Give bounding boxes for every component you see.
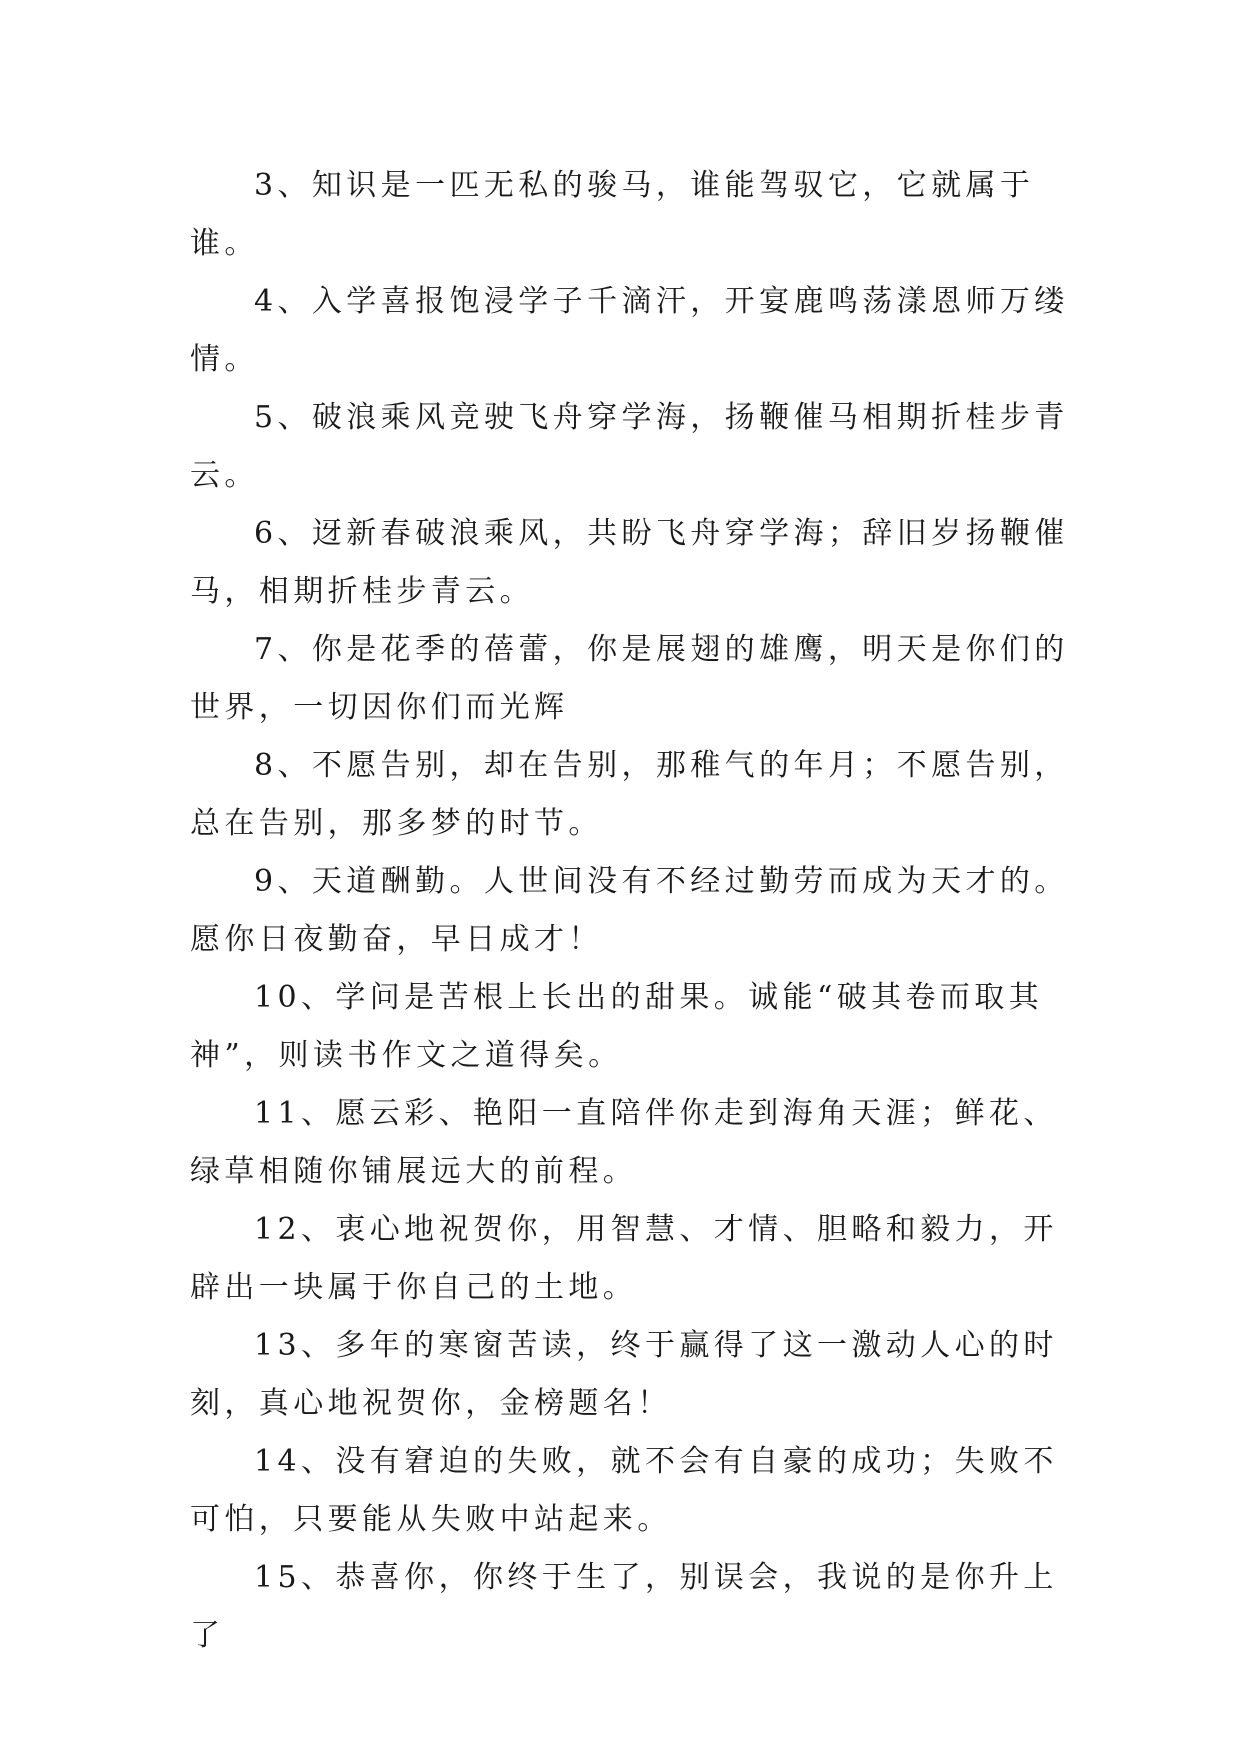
list-item: 13、多年的寒窗苦读，终于赢得了这一激动人心的时刻，真心地祝贺你，金榜题名！ [190, 1328, 1058, 1421]
list-item: 5、破浪乘风竞驶飞舟穿学海，扬鞭催马相期折桂步青云。 [190, 400, 1069, 493]
list-item: 14、没有窘迫的失败，就不会有自豪的成功；失败不可怕，只要能从失败中站起来。 [190, 1444, 1058, 1537]
list-item: 15、恭喜你，你终于生了，别误会，我说的是你升上了 [190, 1560, 1058, 1653]
list-item: 6、迓新春破浪乘风，共盼飞舟穿学海；辞旧岁扬鞭催马，相期折桂步青云。 [190, 516, 1069, 609]
list-item: 11、愿云彩、艳阳一直陪伴你走到海角天涯；鲜花、绿草相随你铺展远大的前程。 [190, 1096, 1058, 1189]
list-item: 7、你是花季的蓓蕾，你是展翅的雄鹰，明天是你们的世界，一切因你们而光辉 [190, 632, 1069, 725]
list-item: 12、衷心地祝贺你，用智慧、才情、胆略和毅力，开辟出一块属于你自己的土地。 [190, 1212, 1058, 1305]
list-item: 8、不愿告别，却在告别，那稚气的年月；不愿告别，总在告别，那多梦的时节。 [190, 748, 1069, 841]
document-body [190, 157, 1070, 1665]
list-item: 4、入学喜报饱浸学子千滴汗，开宴鹿鸣荡漾恩师万缕情。 [190, 284, 1069, 377]
list-item: 9、天道酬勤。人世间没有不经过勤劳而成为天才的。愿你日夜勤奋，早日成才！ [190, 864, 1069, 957]
list-item: 3、知识是一匹无私的骏马，谁能驾驭它，它就属于谁。 [190, 168, 1035, 261]
list-item: 10、学问是苦根上长出的甜果。诚能“破其卷而取其神”，则读书作文之道得矣。 [190, 980, 1044, 1073]
